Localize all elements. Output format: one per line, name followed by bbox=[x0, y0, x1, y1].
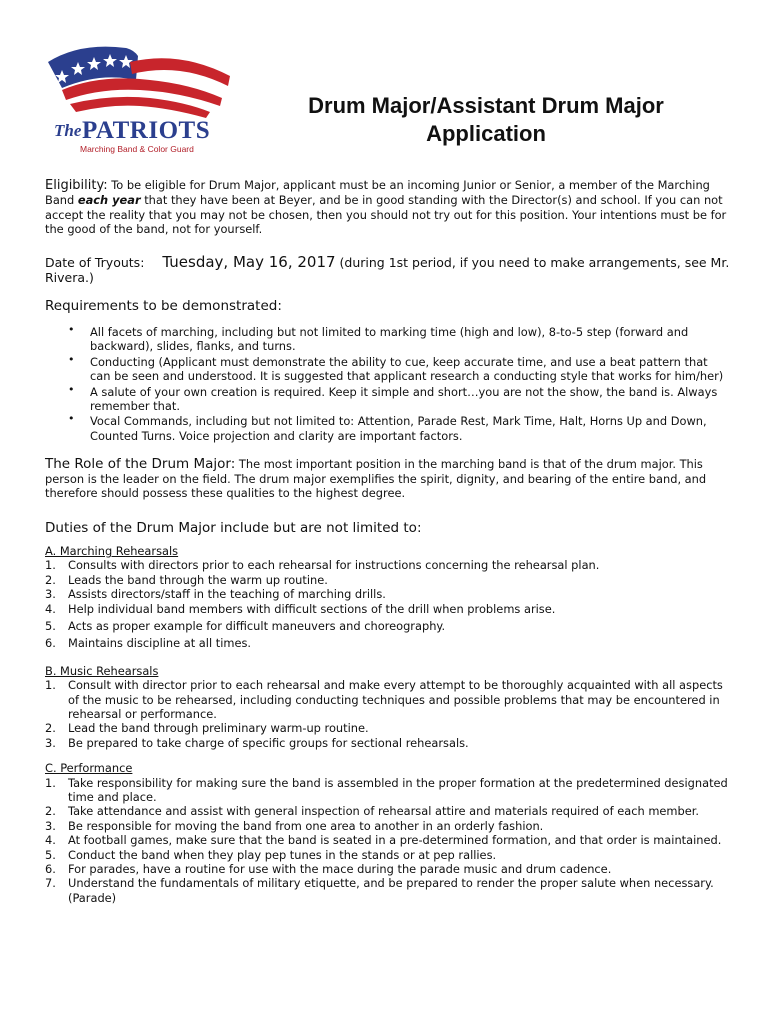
eligibility-paragraph bbox=[45, 178, 730, 237]
item-number: 5. bbox=[45, 618, 56, 633]
list-item bbox=[45, 587, 730, 601]
item-text: At football games, make sure that the band is seated in a pre-determined formation, and that order is maintained. bbox=[68, 833, 722, 848]
list-item bbox=[45, 678, 730, 721]
requirement-text: Conducting (Applicant must demonstrate the ability to cue, keep accurate time, and use a beat pattern that can be seen and understood. It is suggested that applicant research a conducting style that works for him/her) bbox=[90, 354, 724, 384]
list-item bbox=[68, 323, 730, 354]
item-text: Consults with directors prior to each rehearsal for instructions concerning the rehearsal plan. bbox=[68, 558, 600, 573]
role-paragraph bbox=[45, 457, 730, 500]
item-number: 2. bbox=[45, 572, 56, 587]
item-number: 1. bbox=[45, 558, 56, 573]
list-item bbox=[45, 602, 730, 616]
patriots-flag-logo-icon bbox=[40, 40, 240, 160]
item-text: Conduct the band when they play pep tunes in the stands or at pep rallies. bbox=[68, 847, 497, 862]
item-number: 7. bbox=[45, 876, 56, 891]
title-line-1: Drum Major/Assistant Drum Major bbox=[308, 93, 664, 118]
role-text: The most important position in the marching band is that of the drum major. This person is the leader on the field. The drum major exemplifies the spirit, dignity, and bearing of the entire band, and therefore should possess these qualities to the highest degree. bbox=[45, 457, 707, 501]
item-text: Lead the band through preliminary warm-up routine. bbox=[68, 721, 369, 736]
tryouts-paragraph bbox=[45, 252, 730, 285]
requirement-text: Vocal Commands, including but not limited to: Attention, Parade Rest, Mark Time, Halt, Horns Up and Down, Counted Turns. Voice projection and clarity are important factors. bbox=[90, 414, 707, 443]
item-number: 4. bbox=[45, 833, 56, 848]
requirement-text: A salute of your own creation is required. Keep it simple and short…you are not the show, the band is. Always remember that. bbox=[90, 384, 718, 414]
marching-rehearsals-list bbox=[45, 558, 730, 650]
eligibility-label: Eligibility: bbox=[45, 178, 108, 193]
music-rehearsals-section bbox=[45, 664, 730, 750]
bullet: • bbox=[68, 352, 75, 366]
list-item bbox=[68, 382, 730, 414]
tryouts-date: Tuesday, May 16, 2017 bbox=[162, 252, 336, 271]
item-text: Assists directors/staff in the teaching of marching drills. bbox=[68, 587, 386, 602]
item-number: 3. bbox=[45, 818, 56, 833]
document-body bbox=[45, 178, 730, 905]
item-text: Be responsible for moving the band from one area to another in an orderly fashion. bbox=[68, 818, 544, 833]
item-text: Consult with director prior to each rehearsal and make every attempt to be thoroughly acquainted with all aspects of the music to be rehearsed, including conducting techniques and possible problems that may be encountered in rehearsal or performance. bbox=[68, 678, 723, 721]
requirements-heading: Requirements to be demonstrated: bbox=[45, 297, 282, 314]
performance-heading: C. Performance bbox=[45, 761, 133, 776]
item-number: 1. bbox=[45, 678, 56, 693]
bullet: • bbox=[68, 412, 75, 426]
item-number: 4. bbox=[45, 601, 56, 616]
bullet: • bbox=[68, 382, 75, 396]
logo-the-text: The bbox=[54, 121, 82, 140]
marching-rehearsals-section bbox=[45, 544, 730, 651]
list-item bbox=[45, 619, 730, 633]
music-rehearsals-list bbox=[45, 678, 730, 750]
performance-list bbox=[45, 776, 730, 906]
role-colon: : bbox=[230, 456, 236, 473]
list-item bbox=[45, 862, 730, 876]
logo-patriots-text: PATRIOTS bbox=[82, 117, 211, 144]
eligibility-emphasis: each year bbox=[77, 193, 141, 208]
item-number: 3. bbox=[45, 735, 56, 750]
title-line-2: Application bbox=[426, 121, 546, 146]
list-item bbox=[45, 776, 730, 805]
list-item bbox=[45, 848, 730, 862]
page-title bbox=[270, 92, 702, 148]
list-item bbox=[45, 804, 730, 818]
item-number: 6. bbox=[45, 636, 56, 651]
item-number: 2. bbox=[45, 721, 56, 736]
logo-tagline-text: Marching Band & Color Guard bbox=[80, 144, 194, 154]
list-item bbox=[45, 736, 730, 750]
requirement-text: All facets of marching, including but not limited to marking time (high and low), 8-to-5 step (forward and backward), slides, flanks, and turns. bbox=[90, 325, 689, 354]
list-item bbox=[45, 573, 730, 587]
list-item bbox=[45, 558, 730, 572]
list-item bbox=[45, 636, 730, 650]
item-text: Leads the band through the warm up routine. bbox=[68, 572, 328, 587]
bullet: • bbox=[68, 323, 75, 337]
requirements-list bbox=[45, 325, 730, 443]
list-item bbox=[45, 876, 730, 905]
list-item bbox=[68, 352, 730, 384]
item-text: Acts as proper example for difficult maneuvers and choreography. bbox=[68, 618, 446, 633]
item-number: 2. bbox=[45, 804, 56, 819]
role-label: The Role of the Drum Major bbox=[45, 456, 231, 473]
eligibility-text-1: To be eligible for Drum Major, applicant must be an incoming Junior or Senior, a member of the Marching Band bbox=[45, 178, 710, 208]
performance-section bbox=[45, 761, 730, 905]
item-number: 3. bbox=[45, 587, 56, 602]
item-text: Maintains discipline at all times. bbox=[68, 636, 252, 651]
eligibility-text-2: that they have been at Beyer, and be in good standing with the Director(s) and school. If you can not accept the reality that you may not be chosen, then you should not try out for this position. Your intentions must be for the good of the band, not for yourself. bbox=[45, 193, 727, 237]
tryouts-note: (during 1st period, if you need to make arrangements, see Mr. Rivera.) bbox=[45, 254, 730, 285]
item-text: For parades, have a routine for use with the mace during the parade music and drum cadence. bbox=[68, 862, 612, 877]
list-item bbox=[45, 833, 730, 847]
duties-heading: Duties of the Drum Major include but are not limited to: bbox=[45, 519, 422, 536]
item-number: 1. bbox=[45, 775, 56, 790]
item-text: Take attendance and assist with general inspection of rehearsal attire and materials required of each member. bbox=[68, 804, 700, 819]
item-text: Understand the fundamentals of military etiquette, and be prepared to render the proper salute when necessary. (Parade) bbox=[68, 876, 714, 905]
list-item bbox=[45, 721, 730, 735]
music-rehearsals-heading: B. Music Rehearsals bbox=[45, 663, 159, 678]
item-number: 5. bbox=[45, 847, 56, 862]
item-text: Take responsibility for making sure the band is assembled in the proper formation at the predetermined designated time and place. bbox=[68, 775, 728, 804]
list-item bbox=[45, 819, 730, 833]
patriots-logo bbox=[40, 40, 240, 160]
tryouts-label: Date of Tryouts: bbox=[45, 254, 145, 270]
list-item bbox=[68, 412, 730, 443]
marching-rehearsals-heading: A. Marching Rehearsals bbox=[45, 543, 179, 558]
item-number: 6. bbox=[45, 862, 56, 877]
item-text: Help individual band members with difficult sections of the drill when problems arise. bbox=[68, 601, 556, 616]
item-text: Be prepared to take charge of specific groups for sectional rehearsals. bbox=[68, 735, 469, 750]
